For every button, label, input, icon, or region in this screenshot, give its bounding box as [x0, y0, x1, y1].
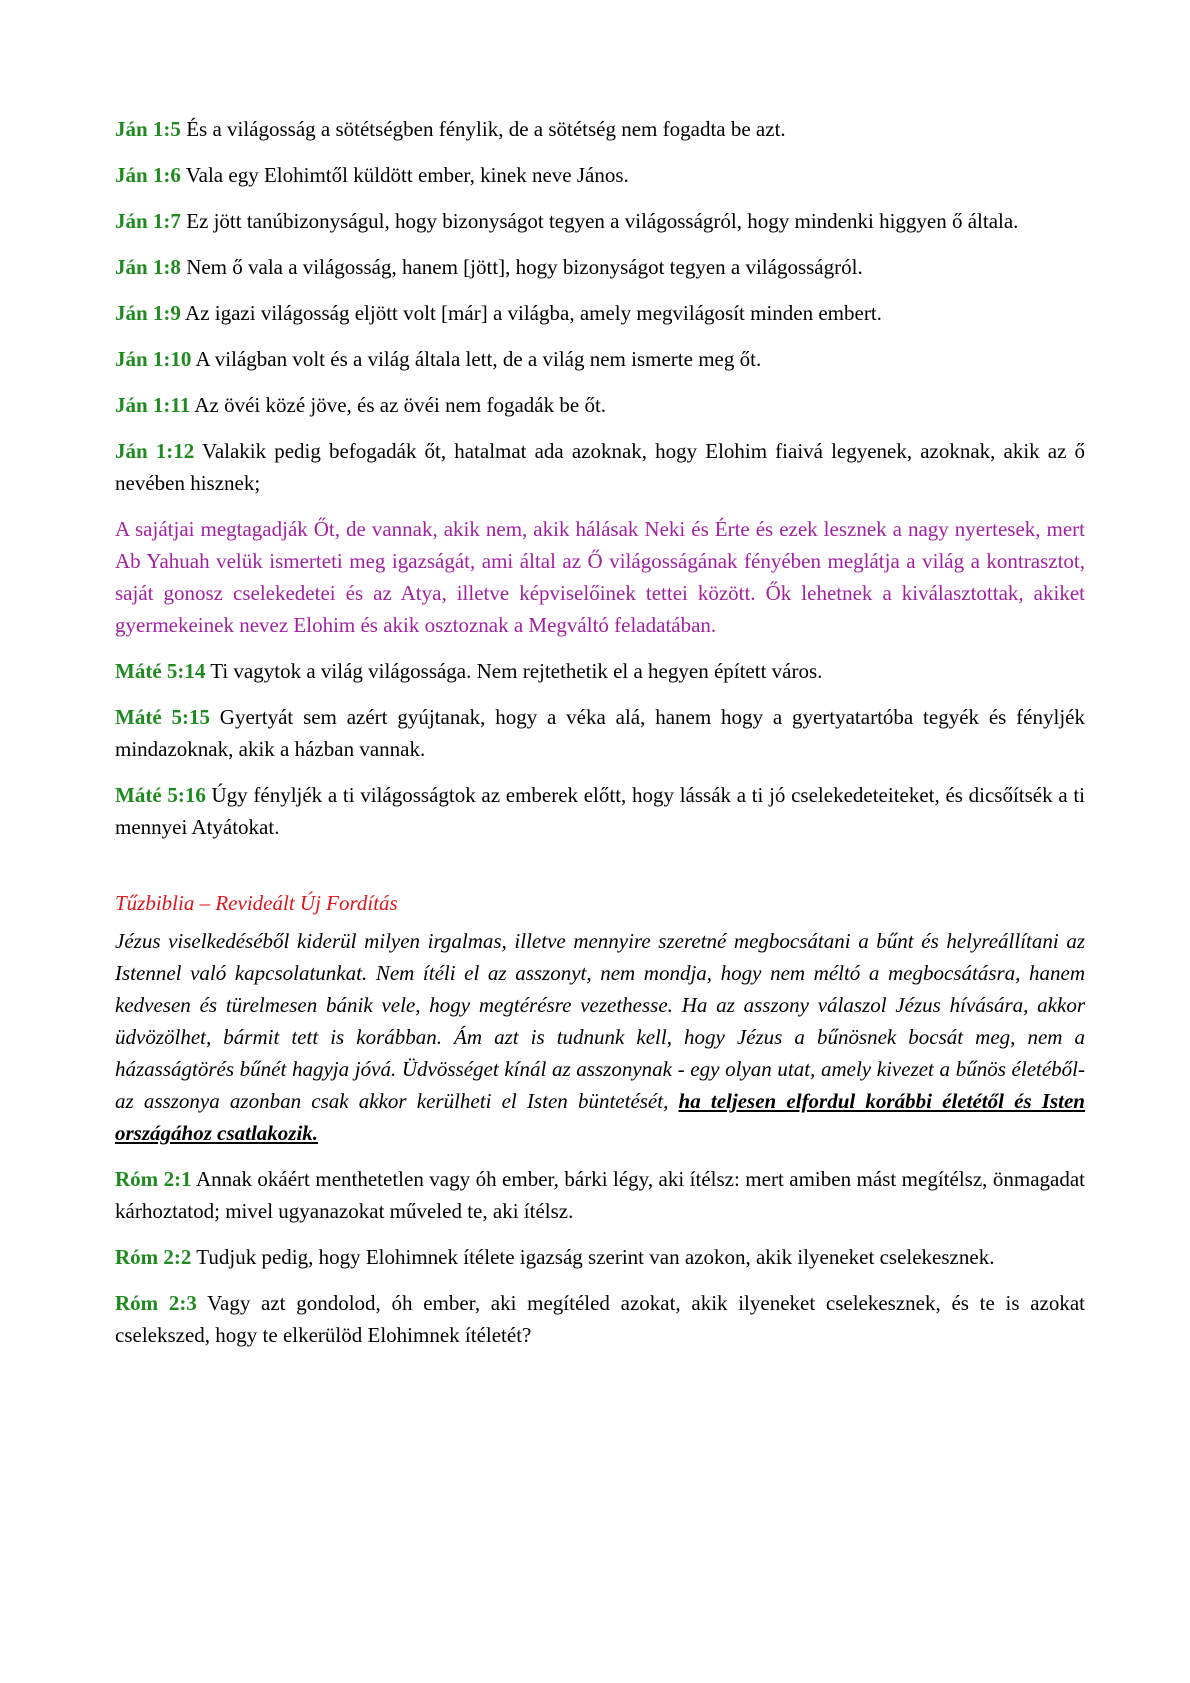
verse-john-1-9 — [115, 297, 1085, 329]
verse-text: A világban volt és a világ általa lett, de a világ nem ismerte meg őt. — [191, 347, 762, 371]
verse-text: Az igazi világosság eljött volt [már] a világba, amely megvilágosít minden embert. — [180, 301, 882, 325]
verse-john-1-11 — [115, 389, 1085, 421]
verse-matthew-5-14 — [115, 655, 1085, 687]
commentary-paragraph: A sajátjai megtagadják Őt, de vannak, akik nem, akik hálásak Neki és Érte és ezek lesznek a nagy nyertesek, mert Ab Yahuah velük ismerteti meg igazságát, ami által az Ő világosságának fényében meglátja a világ a kontrasztot, saját gonosz cselekedetei és az Atya, illetve képviselőinek tettei között. Ők lehetnek a kiválasztottak, akiket gyermekeinek nevez Elohim és akik osztoznak a Megváltó feladatában. — [115, 517, 1085, 637]
verse-reference: Ján 1:8 — [115, 255, 181, 279]
verse-reference: Ján 1:7 — [115, 209, 181, 233]
verse-text: És a világosság a sötétségben fénylik, de a sötétség nem fogadta be azt. — [180, 117, 786, 141]
source-title: Tűzbiblia – Revideált Új Fordítás — [115, 891, 398, 915]
verse-reference: Máté 5:14 — [115, 659, 206, 683]
verse-john-1-10 — [115, 343, 1085, 375]
verse-john-1-7 — [115, 205, 1085, 237]
verse-text: Nem ő vala a világosság, hanem [jött], hogy bizonyságot tegyen a világosságról. — [180, 255, 863, 279]
verse-romans-2-3 — [115, 1287, 1085, 1351]
document-body — [115, 113, 1085, 1365]
verse-text: Vala egy Elohimtől küldött ember, kinek neve János. — [180, 163, 629, 187]
verse-reference: Máté 5:15 — [115, 705, 210, 729]
verse-reference: Róm 2:2 — [115, 1245, 192, 1269]
verse-john-1-5 — [115, 113, 1085, 145]
verse-matthew-5-16 — [115, 779, 1085, 843]
quote-paragraph — [115, 925, 1085, 1149]
verse-reference: Ján 1:9 — [115, 301, 181, 325]
verse-romans-2-1 — [115, 1163, 1085, 1227]
verse-text: Ti vagytok a világ világossága. Nem rejtethetik el a hegyen épített város. — [205, 659, 823, 683]
verse-reference: Ján 1:10 — [115, 347, 192, 371]
verse-john-1-6 — [115, 159, 1085, 191]
verse-reference: Róm 2:3 — [115, 1291, 197, 1315]
verse-text: Vagy azt gondolod, óh ember, aki megítéled azokat, akik ilyeneket cselekesznek, és te is azokat cselekszed, hogy te elkerülöd Elohimnek ítéletét? — [115, 1291, 1085, 1347]
verse-reference: Máté 5:16 — [115, 783, 206, 807]
verse-text: Valakik pedig befogadák őt, hatalmat ada azoknak, hogy Elohim fiaivá legyenek, azoknak, akik az ő nevében hisznek; — [115, 439, 1085, 495]
verse-text: Ez jött tanúbizonyságul, hogy bizonyságot tegyen a világosságról, hogy mindenki higgyen ő általa. — [180, 209, 1019, 233]
verse-reference: Ján 1:11 — [115, 393, 191, 417]
verse-reference: Ján 1:6 — [115, 163, 181, 187]
verse-john-1-8 — [115, 251, 1085, 283]
verse-matthew-5-15 — [115, 701, 1085, 765]
verse-text: Gyertyát sem azért gyújtanak, hogy a véka alá, hanem hogy a gyertyatartóba tegyék és fényljék mindazoknak, akik a házban vannak. — [115, 705, 1085, 761]
verse-romans-2-2 — [115, 1241, 1085, 1273]
quote-emphasis: ha teljesen elfordul korábbi életétől és Isten országához csatlakozik. — [115, 1089, 1085, 1145]
verse-text: Az övéi közé jöve, és az övéi nem fogadák be őt. — [190, 393, 607, 417]
verse-text: Annak okáért menthetetlen vagy óh ember, bárki légy, aki ítélsz: mert amiben mást megítélsz, önmagadat kárhoztatod; mivel ugyanazokat műveled te, aki ítélsz. — [115, 1167, 1086, 1223]
verse-reference: Ján 1:5 — [115, 117, 181, 141]
verse-reference: Ján 1:12 — [115, 439, 195, 463]
verse-john-1-12 — [115, 435, 1085, 499]
quote-text: Jézus viselkedéséből kiderül milyen irgalmas, illetve mennyire szeretné megbocsátani a bűnt és helyreállítani az Istennel való kapcsolatunkat. Nem ítéli el az asszonyt, nem mondja, hogy nem méltó a megbocsátásra, hanem kedvesen és türelmesen bánik vele, hogy megtérésre vezethesse. Ha az asszony válaszol Jézus hívására, akkor üdvözölhet, bármit tett is korábban. Ám azt is tudnunk kell, hogy Jézus a bűnösnek bocsát meg, nem a házasságtörés bűnét hagyja jóvá. Üdvösséget kínál az asszonynak - egy olyan utat, amely kivezet a bűnös életéből- az asszonya azonban csak akkor kerülheti el Isten büntetését, — [115, 929, 1085, 1113]
verse-text: Tudjuk pedig, hogy Elohimnek ítélete igazság szerint van azokon, akik ilyeneket cselekesznek. — [191, 1245, 995, 1269]
verse-text: Úgy fényljék a ti világosságtok az emberek előtt, hogy lássák a ti jó cselekedeteiteket, és dicsőítsék a ti mennyei Atyátokat. — [115, 783, 1085, 839]
verse-reference: Róm 2:1 — [115, 1167, 192, 1191]
